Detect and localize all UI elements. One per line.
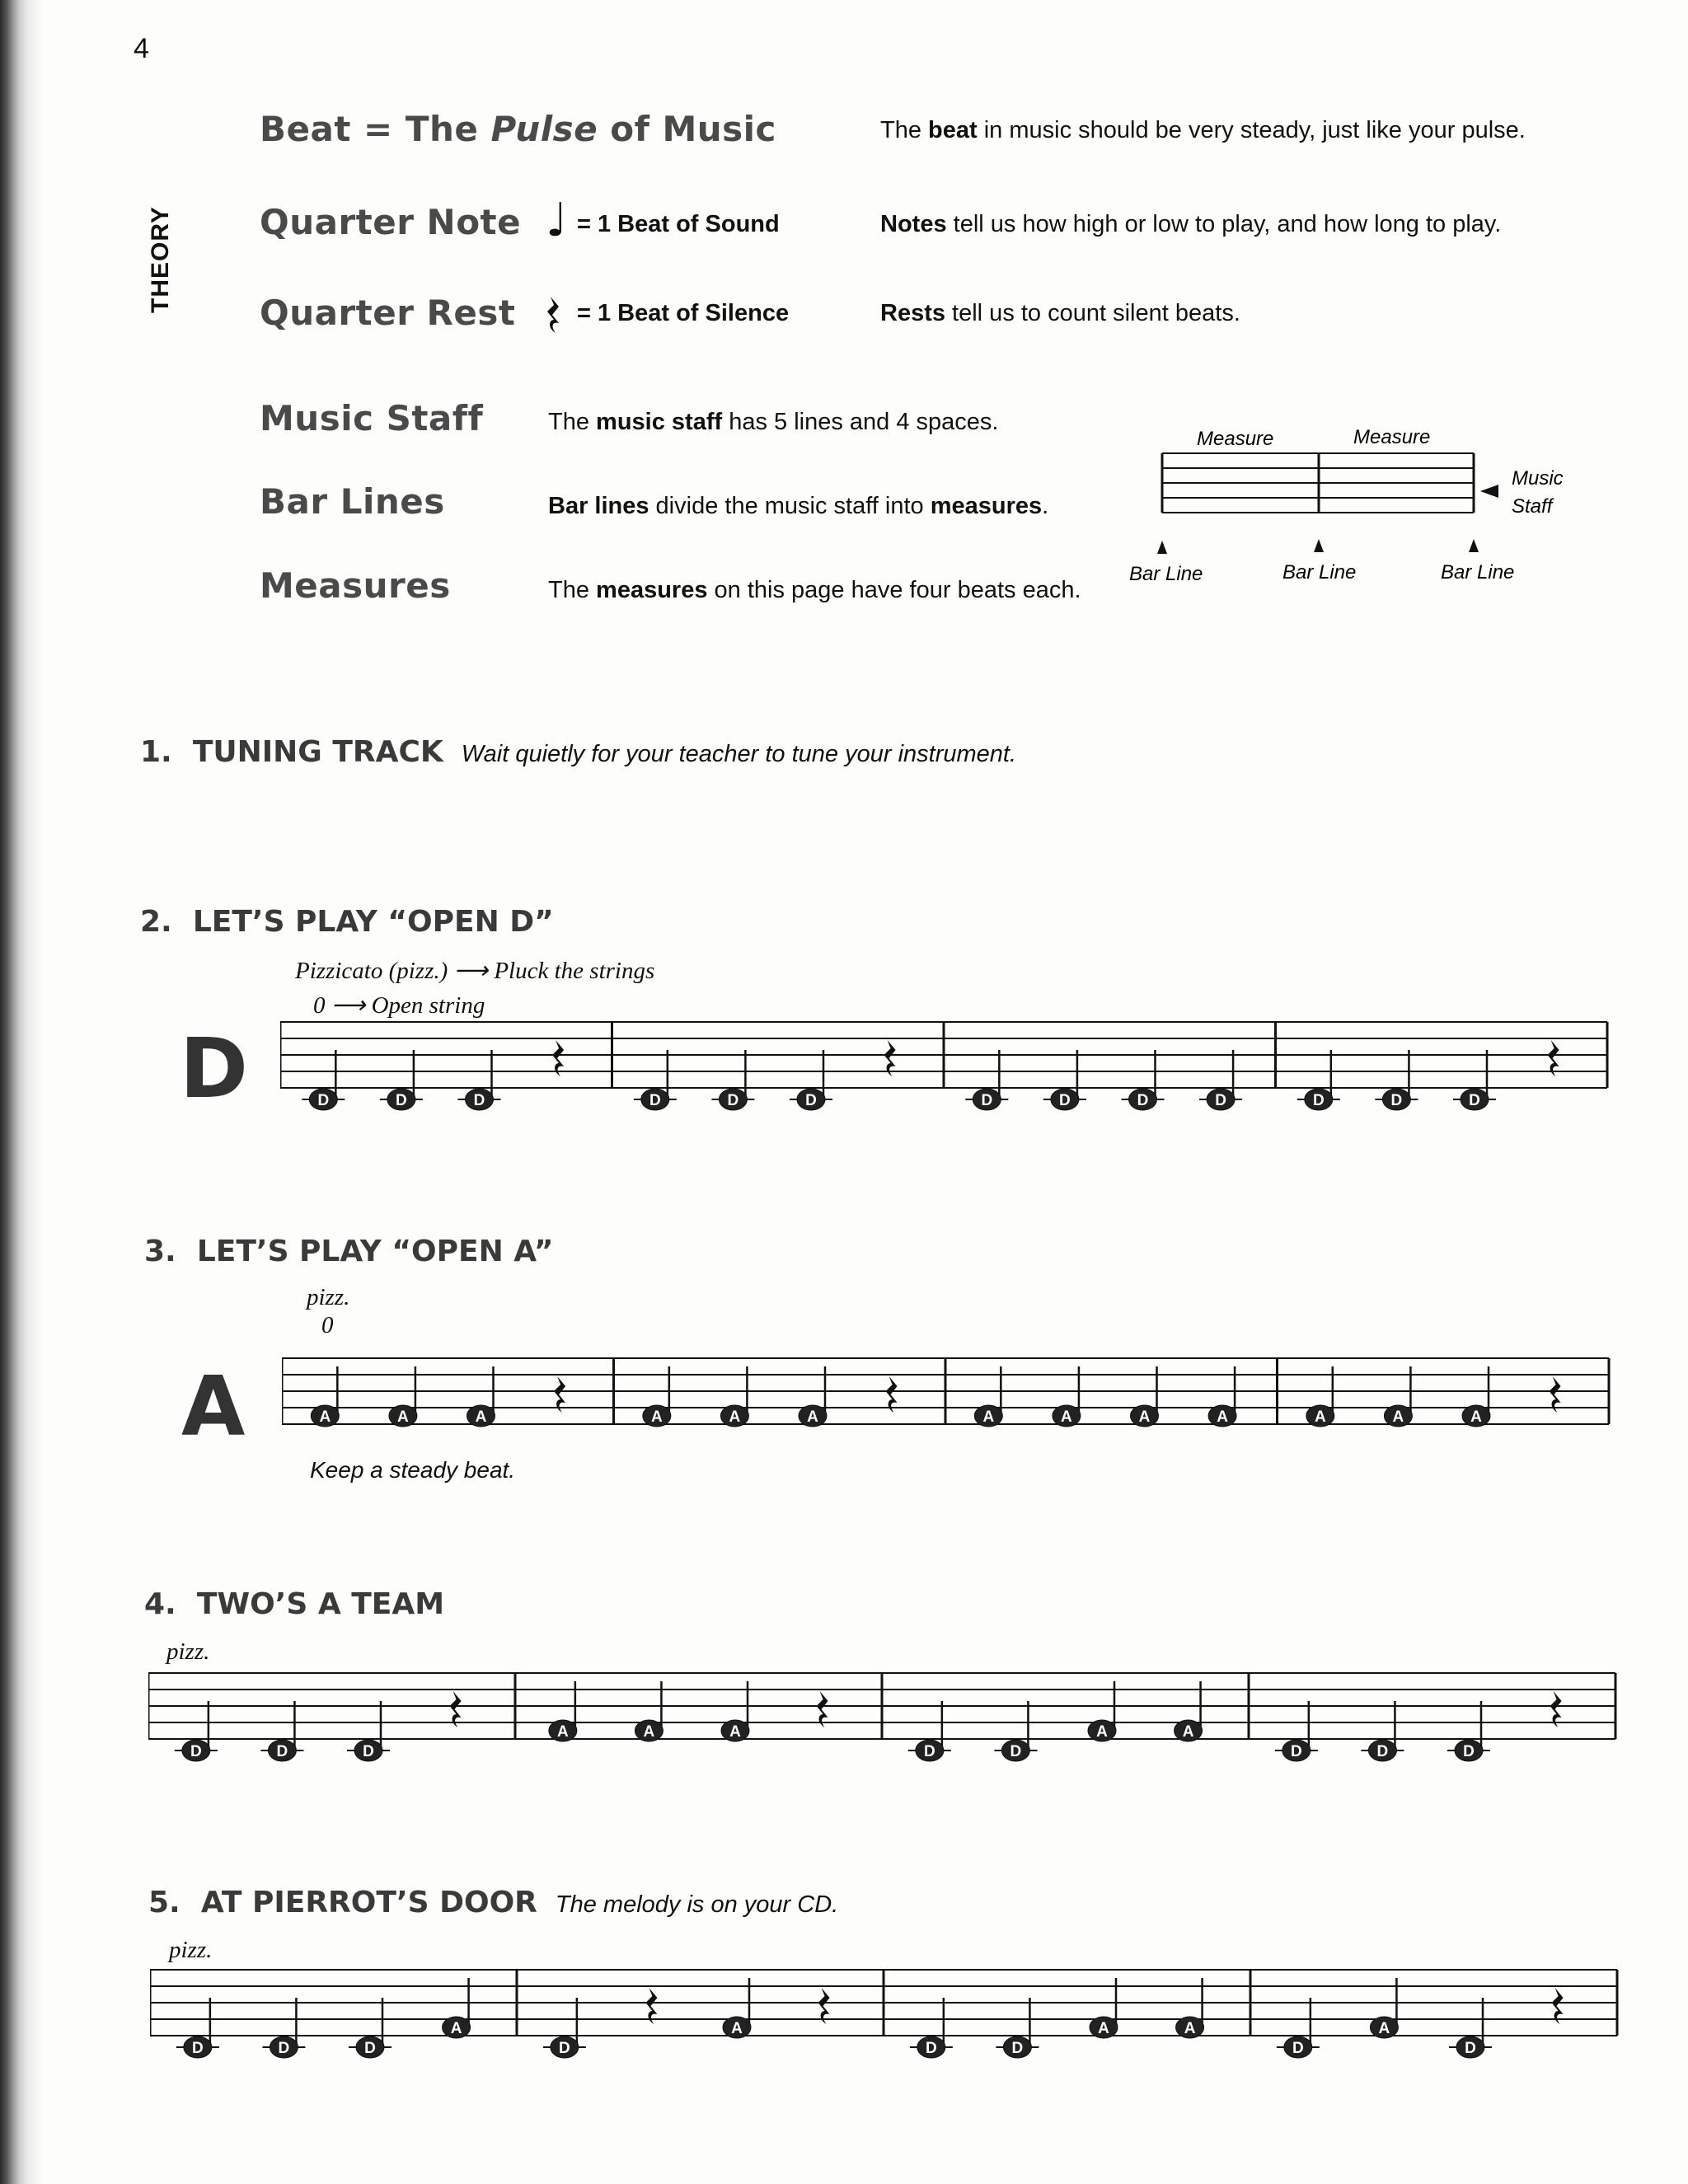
music-staff-label-2: Staff xyxy=(1512,495,1553,518)
note-d xyxy=(790,1050,832,1110)
note-d xyxy=(994,1701,1037,1761)
note-label: A xyxy=(1098,2020,1109,2037)
exercise-2-staff xyxy=(280,1012,1615,1127)
term-bar-lines: Bar Lines xyxy=(260,481,445,522)
note-label: A xyxy=(450,2020,462,2037)
note-label: D xyxy=(1010,1743,1022,1760)
note-d xyxy=(543,1998,586,2058)
staff-diagram xyxy=(1121,412,1582,602)
note-d xyxy=(175,1701,218,1761)
bar-line-label-1: Bar Line xyxy=(1129,563,1203,585)
note-label: D xyxy=(727,1092,739,1109)
note-d xyxy=(1199,1050,1242,1110)
exercise-2-open-note: 0 ⟶ Open string xyxy=(313,992,485,1019)
measure-label-2: Measure xyxy=(1353,426,1431,448)
note-label: A xyxy=(319,1408,331,1426)
note-label: A xyxy=(982,1408,995,1426)
note-d xyxy=(260,1701,303,1761)
note-label: D xyxy=(1137,1092,1149,1109)
note-d xyxy=(1297,1050,1340,1110)
note-label: D xyxy=(317,1092,330,1109)
measure-label-1: Measure xyxy=(1197,428,1274,450)
note-label: D xyxy=(363,1743,374,1760)
note-label: D xyxy=(191,2040,204,2057)
note-d xyxy=(1277,1998,1320,2058)
note-label: D xyxy=(1059,1092,1071,1109)
note-label: A xyxy=(556,1723,569,1741)
note-label: D xyxy=(1290,1743,1302,1760)
note-label: A xyxy=(1392,1408,1404,1426)
note-label: D xyxy=(1469,1092,1480,1109)
def-notes: Notes tell us how high or low to play, and how long to play. xyxy=(880,211,1502,237)
note-label: A xyxy=(650,1408,663,1426)
music-staff-label-1: Music xyxy=(1512,467,1564,490)
exercise-3-open-zero: 0 xyxy=(321,1312,334,1338)
book-spine-shadow xyxy=(0,0,43,2184)
exercise-3-title: 3. LET’S PLAY “OPEN A” xyxy=(144,1235,554,1268)
exercise-4-pizz: pizz. xyxy=(166,1638,210,1665)
note-label: D xyxy=(473,1092,485,1109)
term-measures: Measures xyxy=(260,565,451,606)
note-label: D xyxy=(1390,1092,1403,1109)
note-label: A xyxy=(1096,1723,1108,1741)
term-beat: Beat = The Pulse of Music xyxy=(260,109,776,149)
note-d xyxy=(1453,1050,1496,1110)
term-quarter-rest: Quarter Rest xyxy=(260,293,516,333)
note-label: D xyxy=(190,1743,202,1760)
def-rests: Rests tell us to count silent beats. xyxy=(880,300,1240,326)
note-label: D xyxy=(278,2040,290,2057)
note-d xyxy=(910,1998,953,2058)
note-label: A xyxy=(807,1408,818,1426)
note-label: A xyxy=(1314,1408,1326,1426)
exercise-3-footer: Keep a steady beat. xyxy=(310,1457,516,1483)
def-measures: The measures on this page have four beats each. xyxy=(548,577,1081,603)
note-d xyxy=(1375,1050,1418,1110)
big-letter-d: D xyxy=(180,1020,249,1117)
note-d xyxy=(996,1998,1039,2058)
note-label: A xyxy=(1217,1408,1228,1426)
bar-line-arrow-1 xyxy=(1157,541,1167,554)
note-label: A xyxy=(1378,2020,1390,2037)
bar-line-arrow-3 xyxy=(1469,539,1479,552)
note-label: D xyxy=(1312,1092,1325,1109)
note-label: A xyxy=(1470,1408,1482,1426)
exercise-1-title: 1. TUNING TRACK Wait quietly for your teacher to tune your instrument. xyxy=(140,735,1017,769)
note-d xyxy=(965,1050,1008,1110)
note-label: D xyxy=(1292,2040,1304,2057)
note-d xyxy=(1447,1701,1490,1761)
note-d xyxy=(176,1998,219,2058)
note-d xyxy=(1449,1998,1492,2058)
note-label: D xyxy=(925,2040,937,2057)
note-d xyxy=(458,1050,501,1110)
bar-line-label-2: Bar Line xyxy=(1282,561,1357,583)
note-label: A xyxy=(731,2020,743,2037)
term-quarter-note: Quarter Note xyxy=(260,202,522,242)
note-d xyxy=(262,1998,305,2058)
note-label: A xyxy=(1138,1408,1151,1426)
note-label: A xyxy=(1061,1408,1072,1426)
note-d xyxy=(1361,1701,1404,1761)
page-number: 4 xyxy=(134,33,149,64)
music-staff-arrow xyxy=(1480,485,1498,498)
note-label: D xyxy=(276,1743,288,1760)
big-letter-a: A xyxy=(181,1358,246,1455)
note-d xyxy=(1275,1701,1318,1761)
bar-line-label-3: Bar Line xyxy=(1441,561,1515,583)
exercise-5-staff xyxy=(150,1958,1625,2090)
note-label: D xyxy=(981,1092,993,1109)
note-label: D xyxy=(1465,2040,1476,2057)
section-label-theory: THEORY xyxy=(147,206,174,313)
note-label: A xyxy=(1182,1723,1194,1741)
note-label: D xyxy=(396,1092,407,1109)
exercise-2-title: 2. LET’S PLAY “OPEN D” xyxy=(140,905,554,939)
note-label: A xyxy=(397,1408,409,1426)
note-label: D xyxy=(1376,1743,1389,1760)
note-d xyxy=(1122,1050,1165,1110)
note-d xyxy=(908,1701,951,1761)
note-label: D xyxy=(558,2040,570,2057)
exercise-4-title: 4. TWO’S A TEAM xyxy=(144,1587,445,1621)
note-d xyxy=(349,1998,392,2058)
note-label: D xyxy=(1463,1743,1475,1760)
staff-diagram-lines xyxy=(1162,453,1474,513)
note-label: A xyxy=(643,1723,655,1741)
quarter-rest-icon xyxy=(544,295,564,335)
exercise-4-staff xyxy=(148,1657,1624,1780)
quarter-rest-equation: = 1 Beat of Silence xyxy=(577,300,790,326)
note-label: A xyxy=(729,1408,741,1426)
def-beat: The beat in music should be very steady, just like your pulse. xyxy=(880,117,1526,143)
note-label: D xyxy=(923,1743,935,1760)
quarter-note-equation: = 1 Beat of Sound xyxy=(577,211,780,237)
note-d xyxy=(634,1050,677,1110)
note-label: D xyxy=(364,2040,376,2057)
note-d xyxy=(711,1050,754,1110)
note-label: D xyxy=(1011,2040,1024,2057)
note-d xyxy=(347,1701,390,1761)
note-label: A xyxy=(475,1408,487,1426)
note-d xyxy=(1043,1050,1086,1110)
exercise-3-pizz: pizz. xyxy=(307,1284,350,1310)
exercise-2-pizz-note: Pizzicato (pizz.) ⟶ Pluck the strings xyxy=(295,958,655,984)
bar-line-arrow-2 xyxy=(1314,539,1324,552)
note-label: A xyxy=(1184,2020,1196,2037)
note-label: D xyxy=(1215,1092,1226,1109)
exercise-5-pizz: pizz. xyxy=(169,1937,213,1963)
note-label: D xyxy=(805,1092,817,1109)
term-music-staff: Music Staff xyxy=(260,398,484,438)
note-d xyxy=(302,1050,345,1110)
def-bar-lines: Bar lines divide the music staff into measures. xyxy=(548,493,1049,519)
quarter-note-icon: ♩ xyxy=(546,194,568,247)
exercise-3-staff xyxy=(282,1347,1617,1462)
note-label: D xyxy=(649,1092,661,1109)
note-d xyxy=(380,1050,423,1110)
note-label: A xyxy=(729,1723,741,1741)
def-music-staff: The music staff has 5 lines and 4 spaces. xyxy=(548,409,999,435)
exercise-5-title: 5. AT PIERROT’S DOOR The melody is on your CD. xyxy=(148,1886,839,1919)
